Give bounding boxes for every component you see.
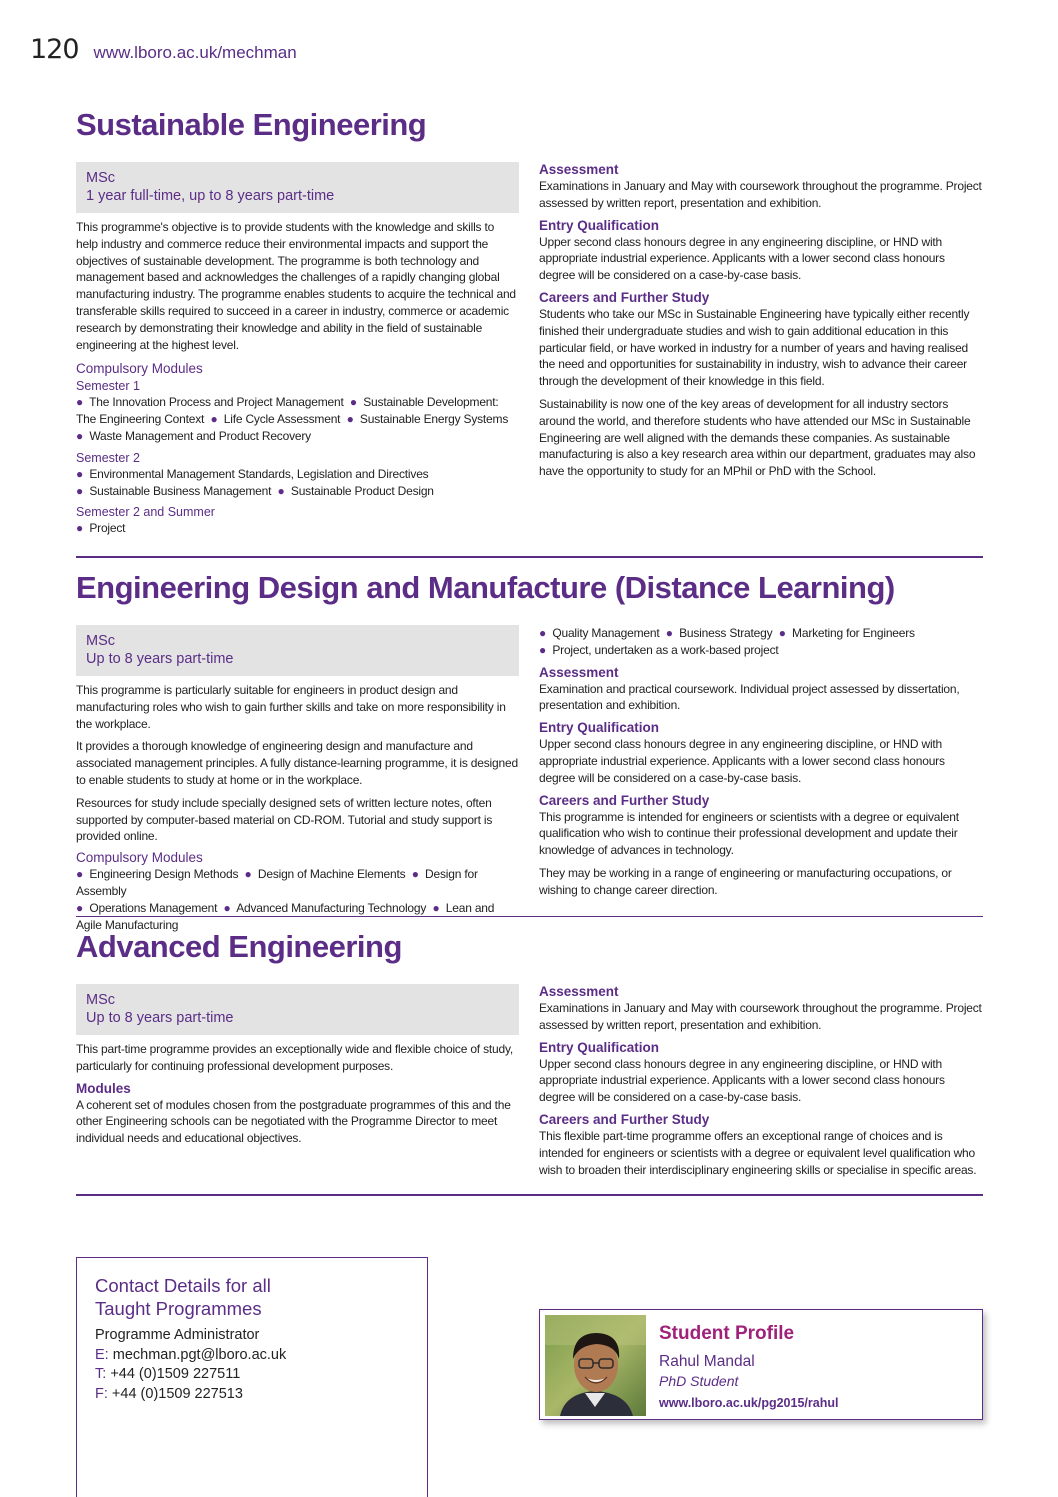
semester-label: Semester 2	[76, 450, 140, 465]
right-column	[539, 984, 983, 1178]
section-engineering-design-manufacture	[76, 569, 983, 932]
module-item: The Innovation Process and Project Management	[89, 395, 344, 410]
section-divider	[76, 916, 983, 917]
contact-role: Programme Administrator	[95, 1327, 260, 1343]
contact-title-line: Contact Details for all	[95, 1275, 271, 1296]
modules-heading: Compulsory Modules	[76, 361, 203, 377]
careers-heading: Careers and Further Study	[539, 289, 710, 305]
entry-text: Upper second class honours degree in any engineering discipline, or HND with appropriate industrial experience. Applicants with a lower second class honours degree will be considered on a case-by-case basis.	[539, 234, 945, 283]
contact-email-row	[95, 1346, 409, 1366]
fax-label: F:	[95, 1385, 108, 1402]
assessment-heading: Assessment	[539, 984, 619, 999]
bullet-icon: ●	[539, 626, 547, 640]
contact-fax-row	[95, 1385, 409, 1405]
bullet-icon: ●	[210, 412, 218, 427]
module-item: Advanced Manufacturing Technology	[236, 900, 427, 915]
bullet-icon: ●	[277, 483, 285, 498]
module-item: Waste Management and Product Recovery	[89, 428, 311, 443]
section-title: Engineering Design and Manufacture (Distance Learning)	[76, 570, 895, 605]
careers-text: Students who take our MSc in Sustainable Engineering have typically either recently finished their undergraduate studies and wish to gain additional education in this particular field, or have worked in industry for a number of years and having realised the need and opportunities for sustainability in industry, wish to advance their career through the development of their knowledge in this field.	[539, 306, 970, 389]
right-column	[539, 625, 983, 899]
contact-title-line: Taught Programmes	[95, 1298, 262, 1319]
degree-box	[76, 625, 519, 676]
module-item: Life Cycle Assessment	[223, 412, 341, 427]
assessment-text: Examinations in January and May with coursework throughout the programme. Project assessed by written report, presentation and exhibition.	[539, 1001, 982, 1032]
section-divider	[76, 556, 983, 558]
degree-duration: Up to 8 years part-time	[86, 1010, 234, 1026]
entry-heading: Entry Qualification	[539, 1039, 660, 1055]
bullet-icon: ●	[346, 412, 354, 427]
careers-text: Sustainability is now one of the key areas of development for all industry sectors around the world, and therefore students who have attended our MSc in Sustainable Engineering are well aligned with the demands these companies. As sustainable manufacturing is also a key research area within our department, graduates may also have the opportunity to study for an MPhil or PhD with the School.	[539, 396, 976, 479]
bullet-icon: ●	[76, 428, 84, 443]
contact-tel-row	[95, 1365, 409, 1385]
careers-heading: Careers and Further Study	[539, 792, 710, 808]
module-item: Operations Management	[89, 900, 218, 915]
email-link[interactable]: mechman.pgt@lboro.ac.uk	[112, 1346, 287, 1363]
profile-title: Student Profile	[659, 1323, 795, 1344]
degree-label: MSc	[86, 170, 115, 186]
module-item: Sustainable Product Design	[290, 483, 434, 498]
module-list	[76, 520, 519, 537]
bullet-icon: ●	[76, 483, 84, 498]
bullet-icon: ●	[76, 466, 84, 481]
email-label: E:	[95, 1346, 109, 1363]
programme-intro: This programme is particularly suitable for engineers in product design and manufacturing roles who wish to gain further skills and take on more responsibility in the workplace.	[76, 683, 506, 731]
module-item: Design of Machine Elements	[257, 867, 406, 882]
bullet-icon: ●	[223, 900, 231, 915]
bullet-icon: ●	[432, 900, 440, 915]
module-item: Project, undertaken as a work-based project	[552, 642, 779, 657]
programme-intro: It provides a thorough knowledge of engineering design and manufacture and associated management principles. A fully distance-learning programme, it is designed to enable students to study at home or in the workplace.	[76, 739, 518, 787]
section-title: Sustainable Engineering	[76, 107, 427, 142]
entry-heading: Entry Qualification	[539, 720, 660, 736]
bullet-icon: ●	[539, 642, 547, 657]
right-column	[539, 162, 983, 480]
programme-intro: Resources for study include specially designed sets of written lecture notes, often supported by computer-based material on CD-ROM. Tutorial and study support is provided online.	[76, 795, 493, 844]
module-item: Sustainable Development: The Engineering Context	[76, 395, 499, 427]
left-column	[76, 162, 519, 537]
module-item: Design for Assembly	[76, 867, 478, 898]
tel-number: +44 (0)1509 227511	[110, 1366, 241, 1382]
bullet-icon: ●	[349, 395, 357, 410]
profile-url-link[interactable]: www.lboro.ac.uk/pg2015/rahul	[659, 1396, 839, 1410]
module-item: Quality Management	[552, 626, 660, 640]
semester-label: Semester 2 and Summer	[76, 505, 215, 520]
assessment-text: Examinations in January and May with coursework throughout the programme. Project assessed by written report, presentation and exhibition.	[539, 179, 982, 210]
profile-text	[659, 1322, 838, 1412]
fax-number: +44 (0)1509 227513	[111, 1385, 243, 1402]
module-item: Engineering Design Methods	[89, 867, 239, 882]
programme-intro: This programme's objective is to provide students with the knowledge and skills to help industry and commerce reduce their environmental impacts and support the objectives of sustainable development. The programme is both technology and management based and acknowledges the challenges of a rapidly changing global manufacturing industry. The programme enables students to acquire the technical and transferable skills required to succeed in a career in industry, commerce or academic research by demonstrating their knowledge and ability in the field of sustainable engineering at the highest level.	[76, 220, 516, 352]
page-number: 120	[30, 34, 79, 65]
module-item: Lean and Agile Manufacturing	[76, 900, 495, 932]
modules-heading: Modules	[76, 1080, 131, 1096]
careers-text: This flexible part-time programme offers an exceptional range of choices and is intended for engineers or scientists with a degree or equivalent level qualification who wish to broaden their interdisciplinary engineering skills or specialise in specific areas.	[539, 1128, 977, 1177]
module-item: Environmental Management Standards, Legislation and Directives	[89, 466, 429, 481]
module-item: Marketing for Engineers	[792, 626, 915, 640]
module-item: Project	[89, 521, 126, 536]
bullet-icon: ●	[411, 867, 419, 882]
entry-heading: Entry Qualification	[539, 217, 660, 233]
modules-text: A coherent set of modules chosen from the postgraduate programmes of this and the other Engineering schools can be negotiated with the Programme Director to meet individual needs and educational objectives.	[76, 1097, 511, 1146]
student-photo	[545, 1315, 646, 1416]
degree-duration: 1 year full-time, up to 8 years part-time	[86, 188, 335, 204]
bullet-icon: ●	[778, 626, 786, 640]
section-divider	[76, 1194, 983, 1196]
careers-text: They may be working in a range of engineering or manufacturing occupations, or wishing to change career direction.	[539, 865, 952, 897]
section-sustainable-engineering	[76, 106, 983, 536]
profile-role: PhD Student	[659, 1373, 739, 1389]
degree-box	[76, 162, 519, 213]
left-column	[76, 625, 519, 933]
assessment-heading: Assessment	[539, 162, 619, 177]
module-list-continued	[539, 625, 983, 659]
tel-label: T:	[95, 1366, 107, 1382]
section-advanced-engineering	[76, 928, 983, 1177]
assessment-heading: Assessment	[539, 664, 619, 680]
bullet-icon: ●	[665, 626, 673, 640]
degree-duration: Up to 8 years part-time	[86, 651, 234, 667]
profile-name: Rahul Mandal	[659, 1353, 755, 1370]
contact-details-box	[76, 1257, 428, 1497]
entry-text: Upper second class honours degree in any engineering discipline, or HND with appropriate industrial experience. Applicants with a lower second class honours degree will be considered on a case-by-case basis.	[539, 1056, 945, 1105]
module-item: Sustainable Energy Systems	[359, 412, 509, 427]
left-column	[76, 984, 519, 1147]
bullet-icon: ●	[76, 867, 84, 882]
module-item: Sustainable Business Management	[89, 483, 272, 498]
careers-text: This programme is intended for engineers or scientists with a degree or equivalent qualification who wish to continue their professional development and update their knowledge of advances in technology.	[539, 809, 959, 858]
bullet-icon: ●	[76, 521, 84, 536]
degree-label: MSc	[86, 633, 115, 649]
page-header	[30, 34, 297, 65]
programme-intro: This part-time programme provides an exceptionally wide and flexible choice of study, particularly for continuing professional development purposes.	[76, 1042, 513, 1073]
student-profile-card[interactable]	[539, 1309, 983, 1420]
careers-heading: Careers and Further Study	[539, 1111, 710, 1127]
bullet-icon: ●	[76, 900, 84, 915]
entry-text: Upper second class honours degree in any engineering discipline, or HND with appropriate industrial experience. Applicants with a lower second class honours degree will be considered on a case-by-case basis.	[539, 737, 945, 785]
module-item: Business Strategy	[679, 626, 773, 640]
header-url-link[interactable]: www.lboro.ac.uk/mechman	[93, 43, 297, 62]
section-title: Advanced Engineering	[76, 929, 402, 964]
module-list	[76, 466, 519, 500]
bullet-icon: ●	[244, 867, 252, 882]
modules-heading: Compulsory Modules	[76, 850, 203, 866]
semester-label: Semester 1	[76, 379, 140, 394]
module-list	[76, 866, 519, 933]
assessment-text: Examination and practical coursework. Individual project assessed by dissertation, presentation and exhibition.	[539, 681, 960, 713]
contact-title	[95, 1274, 409, 1320]
degree-label: MSc	[86, 992, 115, 1008]
degree-box	[76, 984, 519, 1035]
module-list	[76, 394, 519, 444]
bullet-icon: ●	[76, 395, 84, 410]
